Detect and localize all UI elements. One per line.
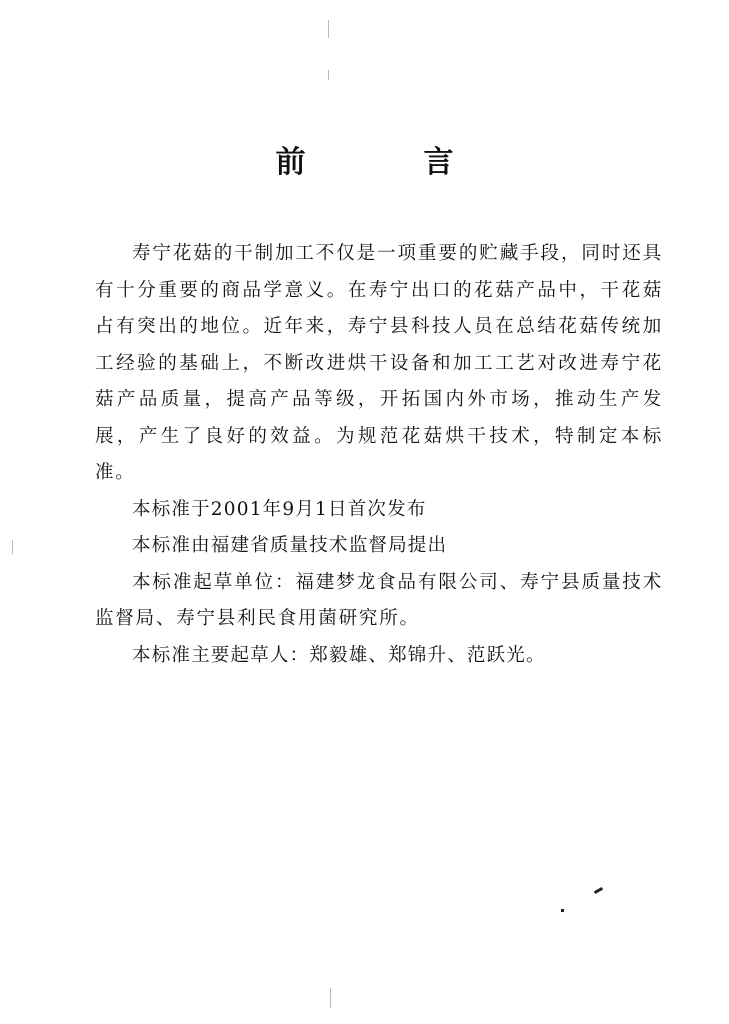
scan-speck: [328, 70, 329, 80]
drafters-statement: 本标准主要起草人：郑毅雄、郑锦升、范跃光。: [132, 644, 546, 666]
proposer-statement: 本标准由福建省质量技术监督局提出: [132, 535, 448, 556]
foreword-paragraph: 寿宁花菇的干制加工不仅是一项重要的贮藏手段，同时还具有十分重要的商品学意义。在寿宁出口的花菇产品中，干花菇占有突出的地位。近年来，寿宁县科技人员在总结花菇传统加工经验的基础上，不断改进烘干设备和加工工艺对改进寿宁花菇产品质量，提高产品等级，开拓国内外市场，推动生产发展，产生了良好的效益。为规范花菇烘干技术，特制定本标准。: [95, 243, 663, 483]
drafting-units-statement: 本标准起草单位：福建梦龙食品有限公司、寿宁县质量技术监督局、寿宁县利民食用菌研究所。: [95, 571, 663, 629]
foreword-body: [95, 236, 663, 674]
scan-speck: [12, 540, 13, 554]
scan-speck: [594, 887, 603, 894]
page-title: 前 言: [275, 145, 498, 180]
scan-speck: [330, 988, 331, 1008]
scan-speck: [328, 20, 329, 38]
scan-speck: [561, 909, 564, 912]
release-date-statement: 本标准于2001年9月1日首次发布: [132, 498, 427, 520]
